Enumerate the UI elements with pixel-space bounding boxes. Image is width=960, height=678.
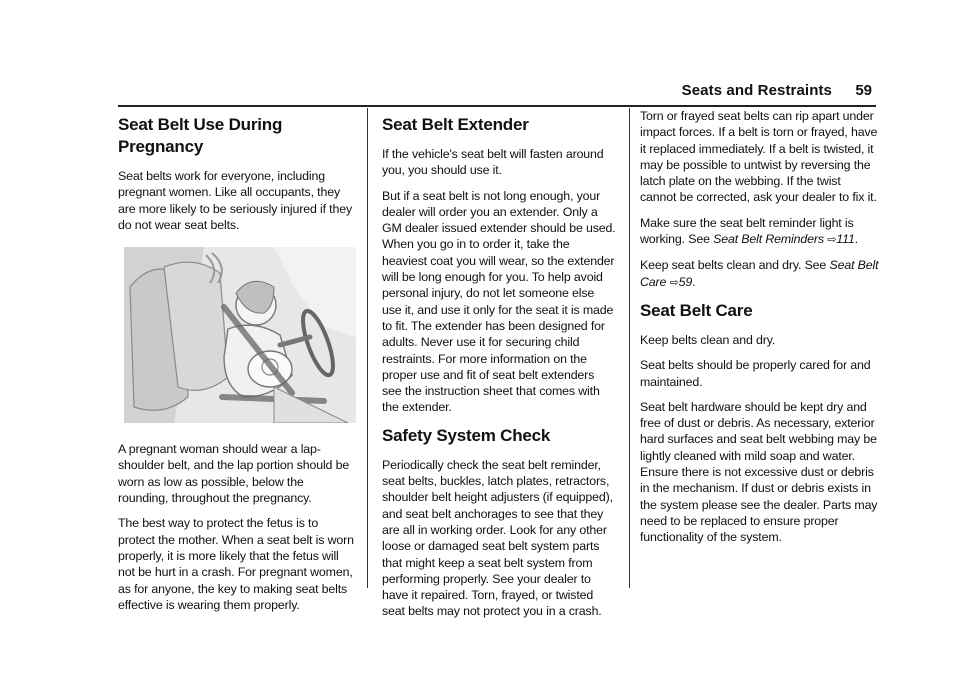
page-number: 59 xyxy=(855,82,872,99)
paragraph: If the vehicle's seat belt will fasten around you, you should use it. xyxy=(382,147,604,178)
heading-extender: Seat Belt Extender xyxy=(382,115,529,134)
paragraph-reminder: Make sure the seat belt reminder light is working. See Seat Belt Reminders ⇨111. xyxy=(640,215,858,247)
section-title: Seats and Restraints xyxy=(681,82,832,99)
text: Make sure the seat belt reminder light is working. See xyxy=(640,215,854,247)
heading-safety-check: Safety System Check xyxy=(382,425,551,445)
page-ref-number[interactable]: 59 xyxy=(678,274,693,289)
paragraph: Torn or frayed seat belts can rip apart under impact forces. If a belt is torn or frayed, have it replaced immediately. If a belt is twisted, it may be possible to untwist by reversing the latch plate on the webbing. If the twist cannot be corrected, ask your dealer to fix it. xyxy=(640,109,878,205)
column-2 xyxy=(382,108,616,629)
paragraph: Periodically check the seat belt reminder, seat belts, buckles, latch plates, retractors, shoulder belt height adjusters (if equipped), and seat belt anchorages to see that they are all in working order. Look for any other loose or damaged seat belt system parts that might keep a seat belt system from performing properly. See your dealer to have it repaired. Torn, frayed, or twisted seat belts may not protect you in a crash. xyxy=(382,457,613,619)
page-ref-arrow-icon: ⇨ xyxy=(669,276,679,289)
column-divider xyxy=(629,108,630,588)
paragraph: The best way to protect the fetus is to protect the mother. When a seat belt is worn properly, it is more likely that the fetus will not be hurt in a crash. For pregnant women, as for anyone, the key to making seat belts effective is wearing them properly. xyxy=(118,516,354,612)
page-ref-arrow-icon: ⇨ xyxy=(827,234,837,247)
column-divider xyxy=(367,108,368,588)
heading-seat-belt-care: Seat Belt Care xyxy=(640,300,753,320)
header-rule xyxy=(118,105,876,107)
column-1 xyxy=(118,108,354,622)
page-ref-number[interactable]: 111 xyxy=(836,232,855,247)
text: Keep seat belts clean and dry. See xyxy=(640,258,830,273)
seat-belt-care-link[interactable]: Seat Belt Care xyxy=(640,258,879,289)
column-3 xyxy=(640,108,880,555)
heading-pregnancy: Seat Belt Use During Pregnancy xyxy=(118,115,283,156)
paragraph: Keep belts clean and dry. xyxy=(640,332,776,347)
paragraph: But if a seat belt is not long enough, your dealer will order you an extender. Only a GM dealer issued extender should be used. When you go in to order it, take the heaviest coat you will wear, so the extender will be long enough for you. To help avoid personal injury, do not let someone else use it, and use it only for the seat it is made to fit. The extender has been designed for adults. Never use it for securing child restraints. For more information on the proper use and fit of seat belt extenders see the instruction sheet that comes with the extender. xyxy=(382,188,616,415)
paragraph: Seat belt hardware should be kept dry and free of dust or debris. As necessary, exterior hard surfaces and seat belt webbing may be lightly cleaned with mild soap and water. Ensure there is not excessive dust or debris in the mechanism. If dust or debris exists in the system please see the dealer. Parts may need to be replaced to ensure proper functionality of the system. xyxy=(640,399,878,545)
seat-belt-reminders-link[interactable]: Seat Belt Reminders xyxy=(713,232,824,247)
pregnant-driver-illustration xyxy=(124,247,356,423)
paragraph: A pregnant woman should wear a lap-shoulder belt, and the lap portion should be worn as low as possible, below the rounding, throughout the pregnancy. xyxy=(118,442,350,506)
page-header xyxy=(0,80,960,106)
paragraph: Seat belts should be properly cared for and maintained. xyxy=(640,358,871,389)
paragraph: Seat belts work for everyone, including pregnant women. Like all occupants, they are more likely to be seriously injured if they do not wear seat belts. xyxy=(118,169,352,232)
paragraph-care-ref: Keep seat belts clean and dry. See Seat Belt Care ⇨59. xyxy=(640,258,879,289)
